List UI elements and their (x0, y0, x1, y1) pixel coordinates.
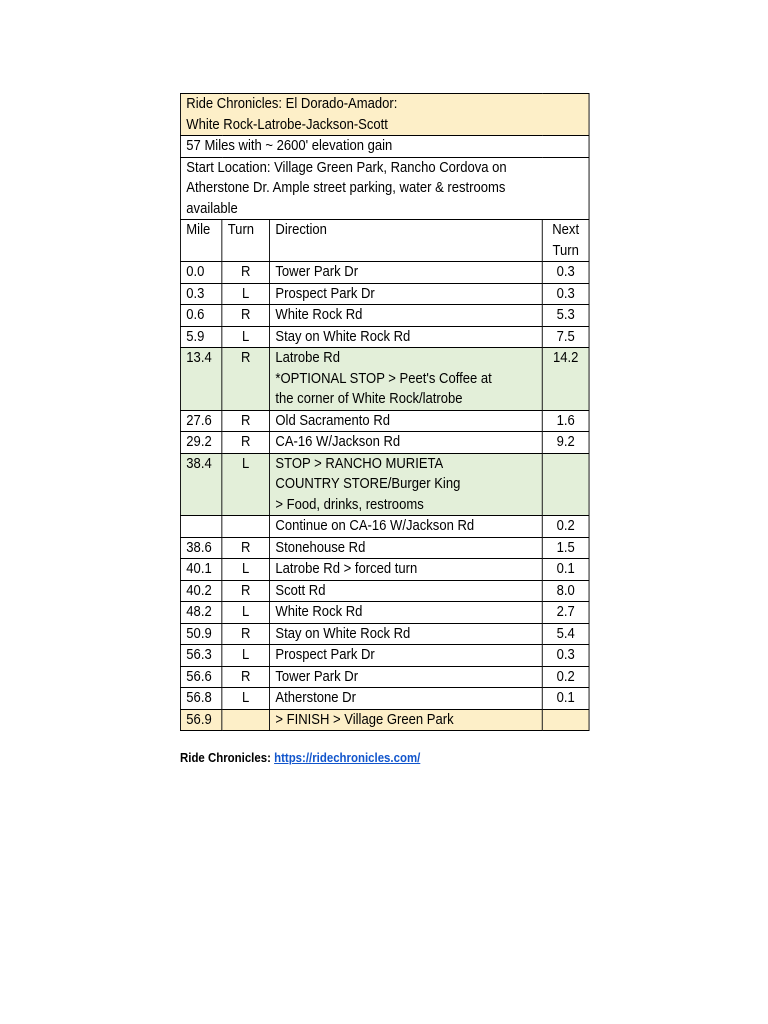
cue-direction (270, 602, 543, 624)
cue-turn: R (222, 537, 270, 559)
cue-turn: R (222, 262, 270, 284)
cue-mile: 56.3 (180, 645, 221, 667)
cue-direction (270, 432, 543, 454)
column-header-turn: Turn (222, 220, 270, 262)
ride-title-line-2: White Rock-Latrobe-Jackson-Scott (186, 116, 388, 133)
cue-turn: L (222, 559, 270, 581)
cue-turn: L (222, 688, 270, 710)
cue-next-turn: 0.1 (542, 559, 589, 581)
cue-direction-line: White Rock Rd (275, 307, 363, 323)
cue-direction-line: > Food, drinks, restrooms (275, 496, 424, 513)
cue-turn: R (222, 580, 270, 602)
cue-direction (270, 348, 543, 411)
cue-row (180, 326, 589, 348)
cue-next-turn: 5.3 (542, 305, 589, 327)
summary-row (180, 136, 589, 158)
column-header-direction: Direction (270, 220, 543, 262)
cue-direction-line: CA-16 W/Jackson Rd (275, 434, 401, 450)
start-location-row (180, 157, 589, 220)
cue-next-turn: 2.7 (542, 602, 589, 624)
cue-direction-line: Scott Rd (275, 582, 326, 599)
cue-next-turn: 5.4 (542, 623, 589, 645)
cue-row (180, 432, 589, 454)
cue-row (180, 602, 589, 624)
cue-direction (270, 283, 543, 305)
cue-mile: 0.0 (180, 262, 221, 284)
cue-next-turn (542, 453, 589, 516)
column-header-next-line-2: Turn (552, 242, 579, 259)
cue-row (180, 666, 589, 688)
cue-direction-line: Tower Park Dr (275, 264, 359, 280)
cue-mile: 38.4 (180, 453, 221, 516)
start-location-line-3: available (186, 200, 238, 217)
cue-direction (270, 623, 543, 645)
cue-direction-line: Atherstone Dr (275, 690, 356, 706)
cue-next-turn: 0.3 (542, 645, 589, 667)
cue-mile: 48.2 (180, 602, 221, 624)
cue-row (180, 580, 589, 602)
cue-mile: 50.9 (180, 623, 221, 645)
cue-next-turn: 1.5 (542, 537, 589, 559)
cue-turn: L (222, 283, 270, 305)
cue-sheet (180, 93, 589, 731)
footer-credit (180, 750, 420, 765)
cue-next-turn: 9.2 (542, 432, 589, 454)
cue-row (180, 410, 589, 432)
ride-title (180, 94, 589, 136)
cue-direction-line: Stonehouse Rd (275, 539, 366, 556)
cue-turn: L (222, 602, 270, 624)
start-location-line-2: Atherstone Dr. Ample street parking, water & restrooms (186, 180, 506, 196)
column-header-next-turn (542, 220, 589, 262)
cue-mile: 5.9 (180, 326, 221, 348)
cue-direction (270, 305, 543, 327)
cue-row (180, 559, 589, 581)
ride-summary: 57 Miles with ~ 2600' elevation gain (180, 136, 589, 158)
cue-turn: R (222, 666, 270, 688)
cue-row (180, 453, 589, 516)
cue-direction-line: Latrobe Rd (275, 350, 340, 366)
cue-mile: 56.6 (180, 666, 221, 688)
cue-next-turn: 7.5 (542, 326, 589, 348)
cue-mile: 0.3 (180, 283, 221, 305)
cue-mile: 27.6 (180, 410, 221, 432)
cue-row (180, 262, 589, 284)
cue-direction-line: *OPTIONAL STOP > Peet's Coffee at (275, 370, 492, 387)
start-location-line-1: Start Location: Village Green Park, Rancho Cordova on (186, 159, 507, 176)
cue-next-turn: 1.6 (542, 410, 589, 432)
cue-direction (270, 410, 543, 432)
cue-turn: R (222, 348, 270, 411)
cue-row (180, 537, 589, 559)
cue-sheet-table (180, 93, 590, 731)
cue-row (180, 283, 589, 305)
cue-turn (222, 516, 270, 538)
cue-direction (270, 645, 543, 667)
cue-direction-line: COUNTRY STORE/Burger King (275, 476, 461, 492)
cue-row (180, 348, 589, 411)
cue-direction-line: the corner of White Rock/latrobe (275, 391, 463, 407)
cue-turn: R (222, 410, 270, 432)
cue-row (180, 688, 589, 710)
cue-turn: L (222, 645, 270, 667)
cue-turn (222, 709, 270, 731)
cue-direction-line: > FINISH > Village Green Park (275, 711, 454, 728)
cue-mile: 13.4 (180, 348, 221, 411)
cue-direction-line: Continue on CA-16 W/Jackson Rd (275, 518, 475, 534)
cue-next-turn: 0.2 (542, 516, 589, 538)
cue-mile: 56.9 (180, 709, 221, 731)
cue-next-turn: 0.1 (542, 688, 589, 710)
ride-chronicles-link[interactable]: https://ridechronicles.com/ (274, 750, 421, 765)
cue-row (180, 623, 589, 645)
cue-direction (270, 688, 543, 710)
cue-direction (270, 709, 543, 731)
cue-mile: 29.2 (180, 432, 221, 454)
cue-turn: R (222, 623, 270, 645)
cue-turn: L (222, 326, 270, 348)
cue-next-turn: 14.2 (542, 348, 589, 411)
footer-label: Ride Chronicles: (180, 750, 275, 765)
cue-row (180, 305, 589, 327)
cue-direction-line: STOP > RANCHO MURIETA (275, 455, 444, 472)
cue-turn: R (222, 305, 270, 327)
cue-direction-line: Latrobe Rd > forced turn (275, 561, 418, 577)
cue-direction (270, 262, 543, 284)
cue-row (180, 516, 589, 538)
cue-direction-line: Stay on White Rock Rd (275, 328, 411, 345)
cue-next-turn: 0.2 (542, 666, 589, 688)
cue-direction (270, 666, 543, 688)
ride-title-line-1: Ride Chronicles: El Dorado-Amador: (186, 96, 398, 112)
cue-row (180, 645, 589, 667)
cue-next-turn: 0.3 (542, 283, 589, 305)
cue-direction (270, 516, 543, 538)
cue-mile (180, 516, 221, 538)
cue-direction (270, 537, 543, 559)
cue-next-turn: 0.3 (542, 262, 589, 284)
cue-next-turn (542, 709, 589, 731)
cue-mile: 0.6 (180, 305, 221, 327)
title-row (180, 94, 589, 136)
column-header-mile: Mile (180, 220, 221, 262)
cue-direction-line: Prospect Park Dr (275, 647, 375, 663)
cue-direction-line: White Rock Rd (275, 604, 363, 620)
cue-direction-line: Prospect Park Dr (275, 285, 375, 302)
cue-mile: 40.1 (180, 559, 221, 581)
cue-mile: 56.8 (180, 688, 221, 710)
column-header-row (180, 220, 589, 262)
cue-direction (270, 580, 543, 602)
cue-direction (270, 559, 543, 581)
cue-direction-line: Tower Park Dr (275, 668, 359, 685)
cue-direction-line: Stay on White Rock Rd (275, 625, 411, 642)
cue-next-turn: 8.0 (542, 580, 589, 602)
cue-direction (270, 453, 543, 516)
cue-turn: R (222, 432, 270, 454)
cue-mile: 38.6 (180, 537, 221, 559)
cue-direction-line: Old Sacramento Rd (275, 412, 391, 429)
cue-mile: 40.2 (180, 580, 221, 602)
cue-direction (270, 326, 543, 348)
start-location (180, 157, 589, 220)
cue-row (180, 709, 589, 731)
column-header-next-line-1: Next (552, 222, 580, 238)
cue-turn: L (222, 453, 270, 516)
